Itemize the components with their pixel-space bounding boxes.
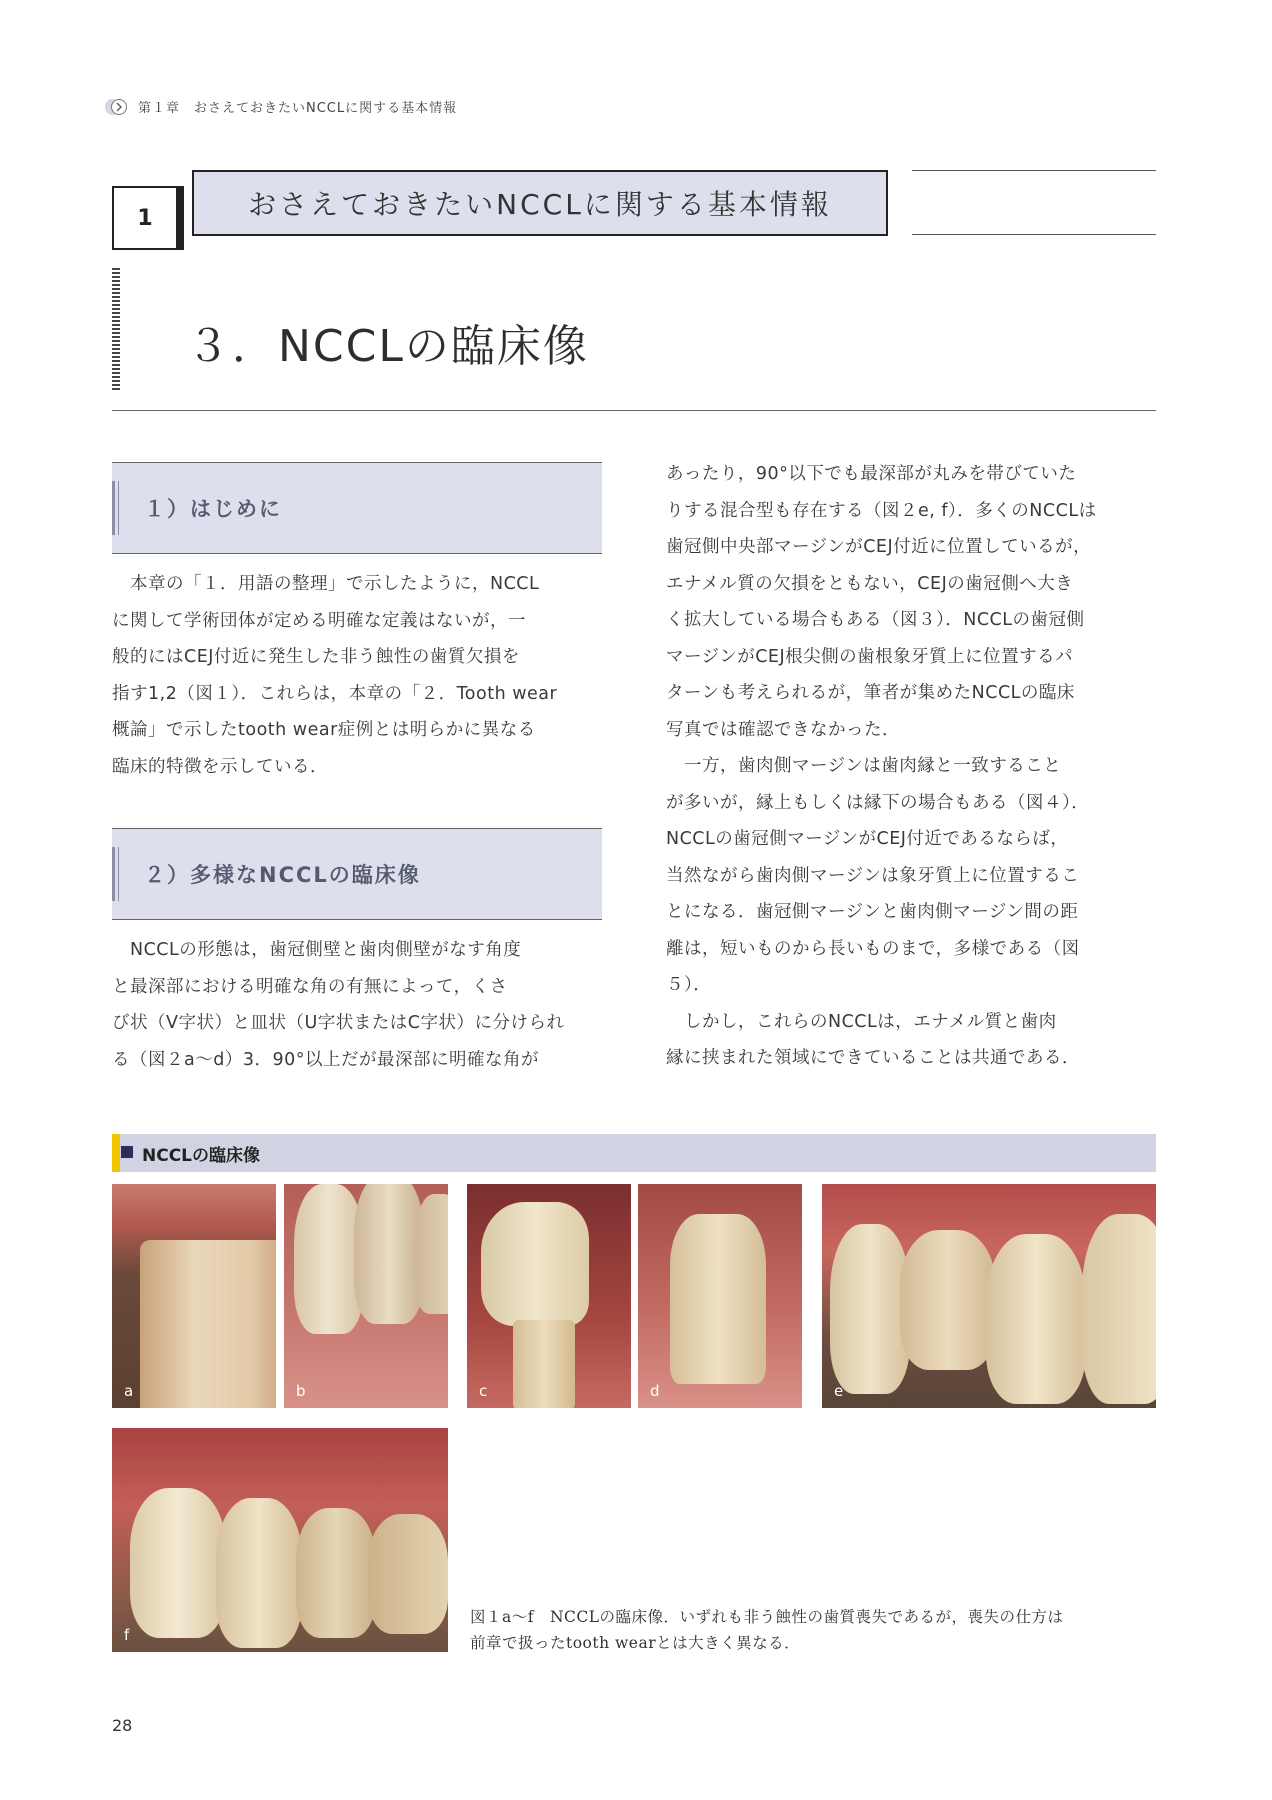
photo-label: d — [650, 1382, 660, 1400]
section-stripe — [112, 268, 120, 392]
text-line: マージンがCEJ根尖側の歯根象牙質上に位置するパ — [666, 646, 1074, 667]
text-line: 概論」で示したtooth wear症例とは明らかに異なる — [112, 720, 536, 740]
text-line: りする混合型も存在する（図２e, f）．多くのNCCLは — [666, 500, 1097, 521]
text-line: く拡大している場合もある（図３）．NCCLの歯冠側 — [666, 610, 1085, 630]
subsection-diverse-title: ２）多様なNCCLの臨床像 — [144, 863, 421, 887]
figure-band-accent — [112, 1134, 120, 1172]
text-line: 一方，歯肉側マージンは歯肉縁と一致すること — [666, 756, 1062, 776]
text-line: 歯冠側中央部マージンがCEJ付近に位置しているが， — [666, 537, 1092, 557]
running-header: 第１章 おさえておきたいNCCLに関する基本情報 — [138, 101, 458, 116]
subsection-intro-title: １）はじめに — [144, 497, 282, 521]
photo-label: f — [124, 1626, 130, 1644]
page-number: 28 — [112, 1716, 133, 1735]
section-title: ３．NCCLの臨床像 — [186, 321, 589, 372]
text-line: 当然ながら歯肉側マージンは象牙質上に位置するこ — [666, 865, 1080, 886]
chapter-title: おさえておきたいNCCLに関する基本情報 — [192, 170, 888, 236]
photo-d — [638, 1184, 802, 1408]
text-line: 本章の「１．用語の整理」で示したように，NCCL — [112, 574, 540, 594]
square-bullet-icon — [121, 1146, 133, 1158]
text-line: ターンも考えられるが，筆者が集めたNCCLの臨床 — [666, 683, 1075, 703]
chapter-arrow-icon — [104, 98, 128, 116]
caption-line: 前章で扱ったtooth wearとは大きく異なる． — [470, 1634, 801, 1652]
text-line: 離は，短いものから長いものまで，多様である（図 — [666, 938, 1080, 959]
text-line: に関して学術団体が定める明確な定義はないが，一 — [112, 610, 526, 631]
intro-paragraph — [112, 566, 602, 785]
caption-line: 図１a〜f NCCLの臨床像．いずれも非う蝕性の歯質喪失であるが，喪失の仕方は — [470, 1608, 1064, 1626]
text-line: る（図２a〜d）3．90°以上だが最深部に明確な角が — [112, 1049, 539, 1070]
photo-label: c — [479, 1382, 488, 1400]
text-line: NCCLの形態は，歯冠側壁と歯肉側壁がなす角度 — [112, 940, 522, 960]
text-line: 指す1,2（図１）．これらは，本章の「２．Tooth wear — [112, 683, 558, 704]
photo-f — [112, 1428, 448, 1652]
chapter-number: 1 — [112, 186, 178, 250]
diverse-paragraph — [112, 932, 602, 1078]
photo-label: b — [296, 1382, 306, 1400]
figure-band — [112, 1134, 1156, 1172]
right-column-paragraph — [666, 456, 1156, 1077]
text-line: び状（V字状）と皿状（U字状またはC字状）に分けられ — [112, 1013, 565, 1033]
section-divider — [112, 410, 1156, 411]
text-line: 写真では確認できなかった． — [666, 719, 900, 740]
text-line: 般的にはCEJ付近に発生した非う蝕性の歯質欠損を — [112, 647, 520, 667]
photo-c — [467, 1184, 631, 1408]
photo-label: e — [834, 1382, 844, 1400]
text-line: しかし，これらのNCCLは，エナメル質と歯肉 — [666, 1011, 1057, 1032]
chapter-rule-top — [912, 170, 1156, 171]
subsection-diverse-bar — [112, 828, 602, 920]
text-line: とになる．歯冠側マージンと歯肉側マージン間の距 — [666, 902, 1079, 922]
chapter-rule-bottom — [912, 234, 1156, 235]
subsection-intro-bar — [112, 462, 602, 554]
photo-label: a — [124, 1382, 134, 1400]
text-line: が多いが，縁上もしくは縁下の場合もある（図４）． — [666, 792, 1090, 813]
photo-e — [822, 1184, 1156, 1408]
text-line: 臨床的特徴を示している． — [112, 756, 328, 777]
text-line: エナメル質の欠損をともない，CEJの歯冠側へ大き — [666, 573, 1074, 594]
text-line: NCCLの歯冠側マージンがCEJ付近であるならば， — [666, 829, 1069, 849]
photo-a — [112, 1184, 276, 1408]
figure-band-title: NCCLの臨床像 — [142, 1145, 261, 1166]
text-line: ５）． — [666, 975, 712, 995]
text-line: と最深部における明確な角の有無によって，くさ — [112, 976, 508, 997]
text-line: 縁に挟まれた領域にできていることは共通である． — [666, 1048, 1080, 1068]
text-line: あったり，90°以下でも最深部が丸みを帯びていた — [666, 464, 1077, 484]
figure-caption — [470, 1604, 1160, 1656]
photo-b — [284, 1184, 448, 1408]
